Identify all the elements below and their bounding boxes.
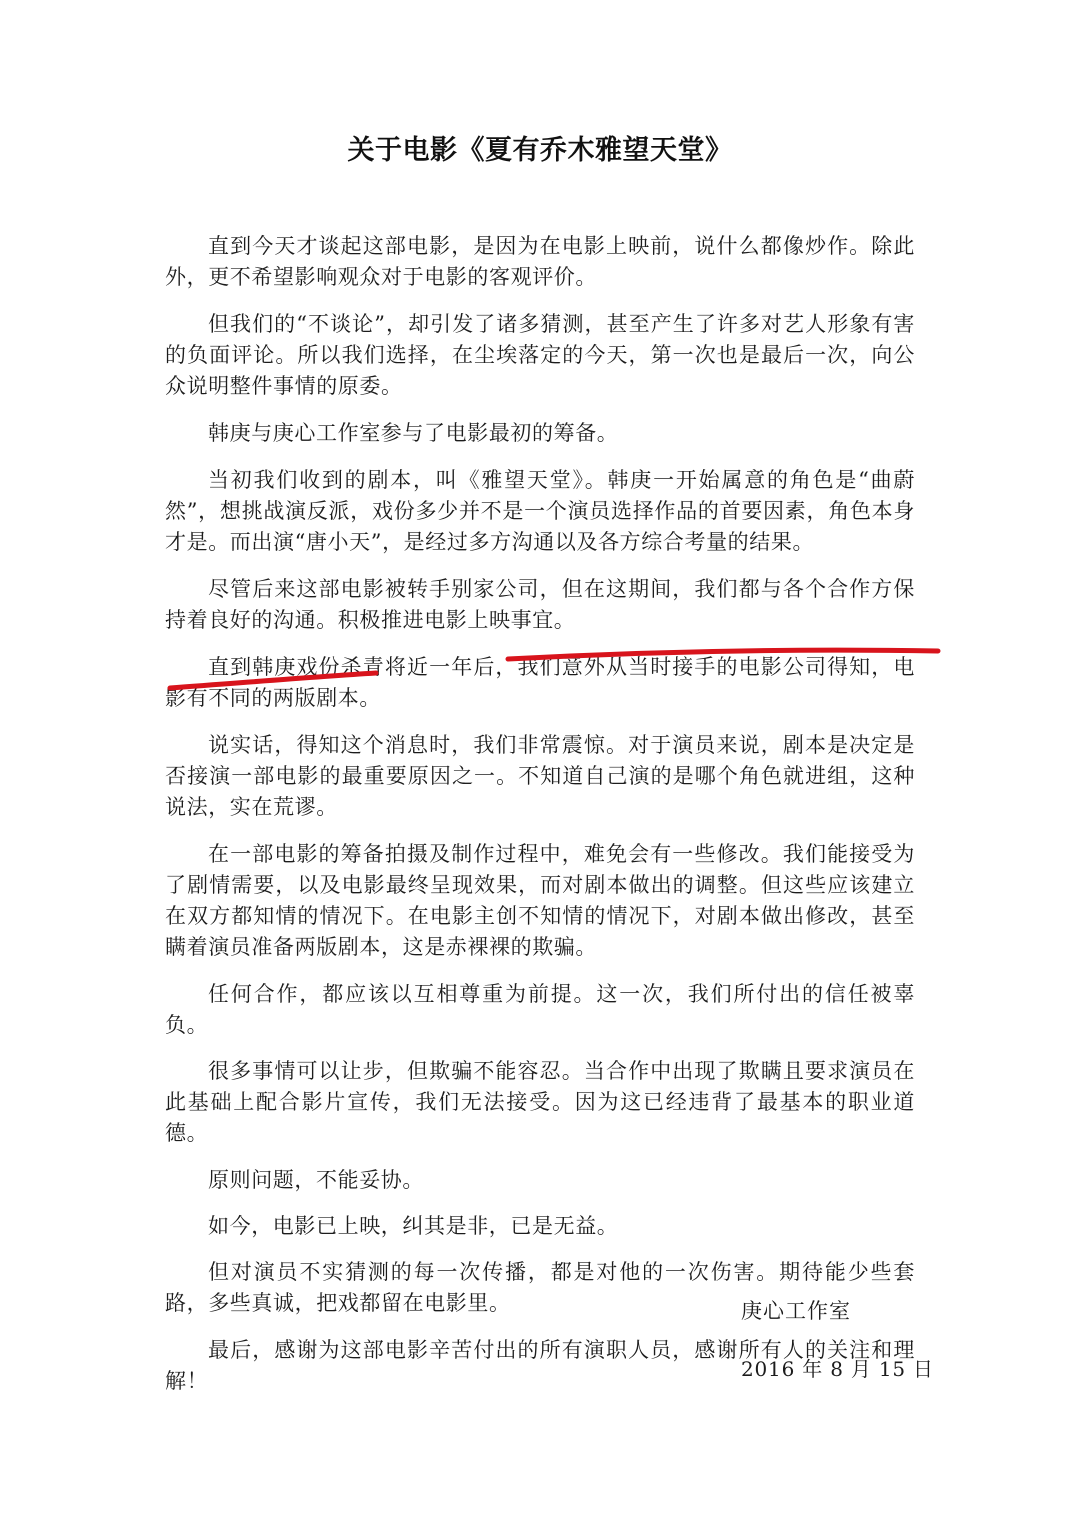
paragraph-6-highlighted: 直到韩庚戏份杀青将近一年后，我们意外从当时接手的电影公司得知，电影有不同的两版剧本。 <box>165 655 915 710</box>
paragraph-11: 原则问题，不能妥协。 <box>208 1168 424 1192</box>
paragraph-8: 在一部电影的筹备拍摄及制作过程中，难免会有一些修改。我们能接受为了剧情需要，以及电影最终呈现效果，而对剧本做出的调整。但这些应该建立在双方都知情的情况下。在电影主创不知情的情况下，对剧本做出修改，甚至瞒着演员准备两版剧本，这是赤裸裸的欺骗。 <box>165 842 915 959</box>
document-body <box>165 231 915 1413</box>
paragraph-3: 韩庚与庚心工作室参与了电影最初的筹备。 <box>208 421 619 445</box>
signature-date: 2016 年 8 月 15 日 <box>741 1357 934 1381</box>
paragraph-4: 当初我们收到的剧本，叫《雅望天堂》。韩庚一开始属意的角色是“曲蔚然”，想挑战演反派，戏份多少并不是一个演员选择作品的首要因素，角色本身才是。而出演“唐小天”，是经过多方沟通以及各方综合考量的结果。 <box>165 468 915 554</box>
paragraph-9: 任何合作，都应该以互相尊重为前提。这一次，我们所付出的信任被辜负。 <box>165 982 915 1037</box>
paragraph-1: 直到今天才谈起这部电影，是因为在电影上映前，说什么都像炒作。除此外，更不希望影响观众对于电影的客观评价。 <box>165 234 915 289</box>
document-title: 关于电影《夏有乔木雅望天堂》 <box>347 135 733 166</box>
paragraph-12: 如今，电影已上映，纠其是非，已是无益。 <box>208 1214 619 1238</box>
paragraph-5: 尽管后来这部电影被转手别家公司，但在这期间，我们都与各个合作方保持着良好的沟通。积极推进电影上映事宜。 <box>165 577 915 632</box>
signature: 庚心工作室 <box>741 1299 851 1323</box>
paragraph-2: 但我们的“不谈论”，却引发了诸多猜测，甚至产生了许多对艺人形象有害的负面评论。所以我们选择，在尘埃落定的今天，第一次也是最后一次，向公众说明整件事情的原委。 <box>165 312 915 398</box>
paragraph-10: 很多事情可以让步，但欺骗不能容忍。当合作中出现了欺瞒且要求演员在此基础上配合影片宣传，我们无法接受。因为这已经违背了最基本的职业道德。 <box>165 1059 915 1145</box>
paragraph-13: 但对演员不实猜测的每一次传播，都是对他的一次伤害。期待能少些套路，多些真诚，把戏都留在电影里。 <box>165 1260 915 1315</box>
paragraph-14: 最后，感谢为这部电影辛苦付出的所有演职人员，感谢所有人的关注和理解！ <box>165 1338 915 1393</box>
paragraph-7: 说实话，得知这个消息时，我们非常震惊。对于演员来说，剧本是决定是否接演一部电影的最重要原因之一。不知道自己演的是哪个角色就进组，这种说法，实在荒谬。 <box>165 733 915 819</box>
